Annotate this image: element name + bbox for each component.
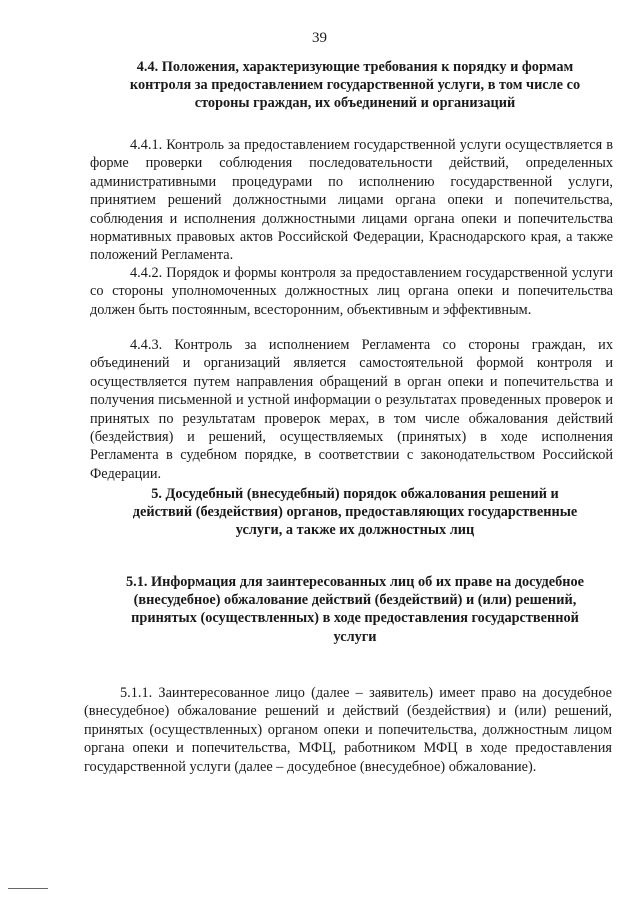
- section-5-1-heading: 5.1. Информация для заинтересованных лиц об их праве на досудебное (внесудебное) обжалование действий (бездействий) и (или) решений, принятых (осуществленных) в ходе предоставления государственной услуги: [126, 574, 584, 645]
- paragraph-4-4-3: 4.4.3. Контроль за исполнением Регламента со стороны граждан, их объединений и организаций является самостоятельной формой контроля и осуществляется путем направления обращений в орган опеки и попечительства и получения письменной и устной информации о результатах проведенных проверок и принятых по результатам проверок мерах, в том числе обжалования действий (бездействия) и решений, осуществляемых (принятых) в ходе исполнения Регламента в судебном порядке, в соответствии с законодательством Российской Федерации.: [90, 337, 613, 482]
- paragraph-4-4-2: 4.4.2. Порядок и формы контроля за предоставлением государственной услуги со стороны уполномоченных должностных лиц органа опеки и попечительства должен быть постоянным, всесторонним, объективным и эффективным.: [90, 265, 613, 318]
- section-4-4-heading: 4.4. Положения, характеризующие требования к порядку и формам контроля за предоставлением государственной услуги, в том числе со стороны граждан, их объединений и организаций: [129, 59, 581, 112]
- section-5-heading: 5. Досудебный (внесудебный) порядок обжалования решений и действий (бездействия) органов, предоставляющих государственные услуги, а также их должностных лиц: [132, 486, 578, 539]
- paragraph-5-1-1: 5.1.1. Заинтересованное лицо (далее – заявитель) имеет право на досудебное (внесудебное) обжалование решений и действий (бездействия) и (или) решений, принятых (осуществленных) органом опеки и попечительства, должностным лицом органа опеки и попечительства, МФЦ, работником МФЦ в ходе предоставления государственной услуги (далее – досудебное (внесудебное) обжалование).: [84, 685, 612, 775]
- page-number: 39: [312, 30, 327, 46]
- footer-divider: [8, 888, 48, 889]
- paragraph-4-4-1: 4.4.1. Контроль за предоставлением государственной услуги осуществляется в форме проверки соблюдения последовательности действий, определенных административными процедурами по исполнению государственной услуги, принятием решений должностными лицами органа опеки и попечительства, соблюдения и исполнения должностными лицами органа опеки и попечительства нормативных правовых актов Российской Федерации, Краснодарского края, а также положений Регламента.: [90, 137, 613, 264]
